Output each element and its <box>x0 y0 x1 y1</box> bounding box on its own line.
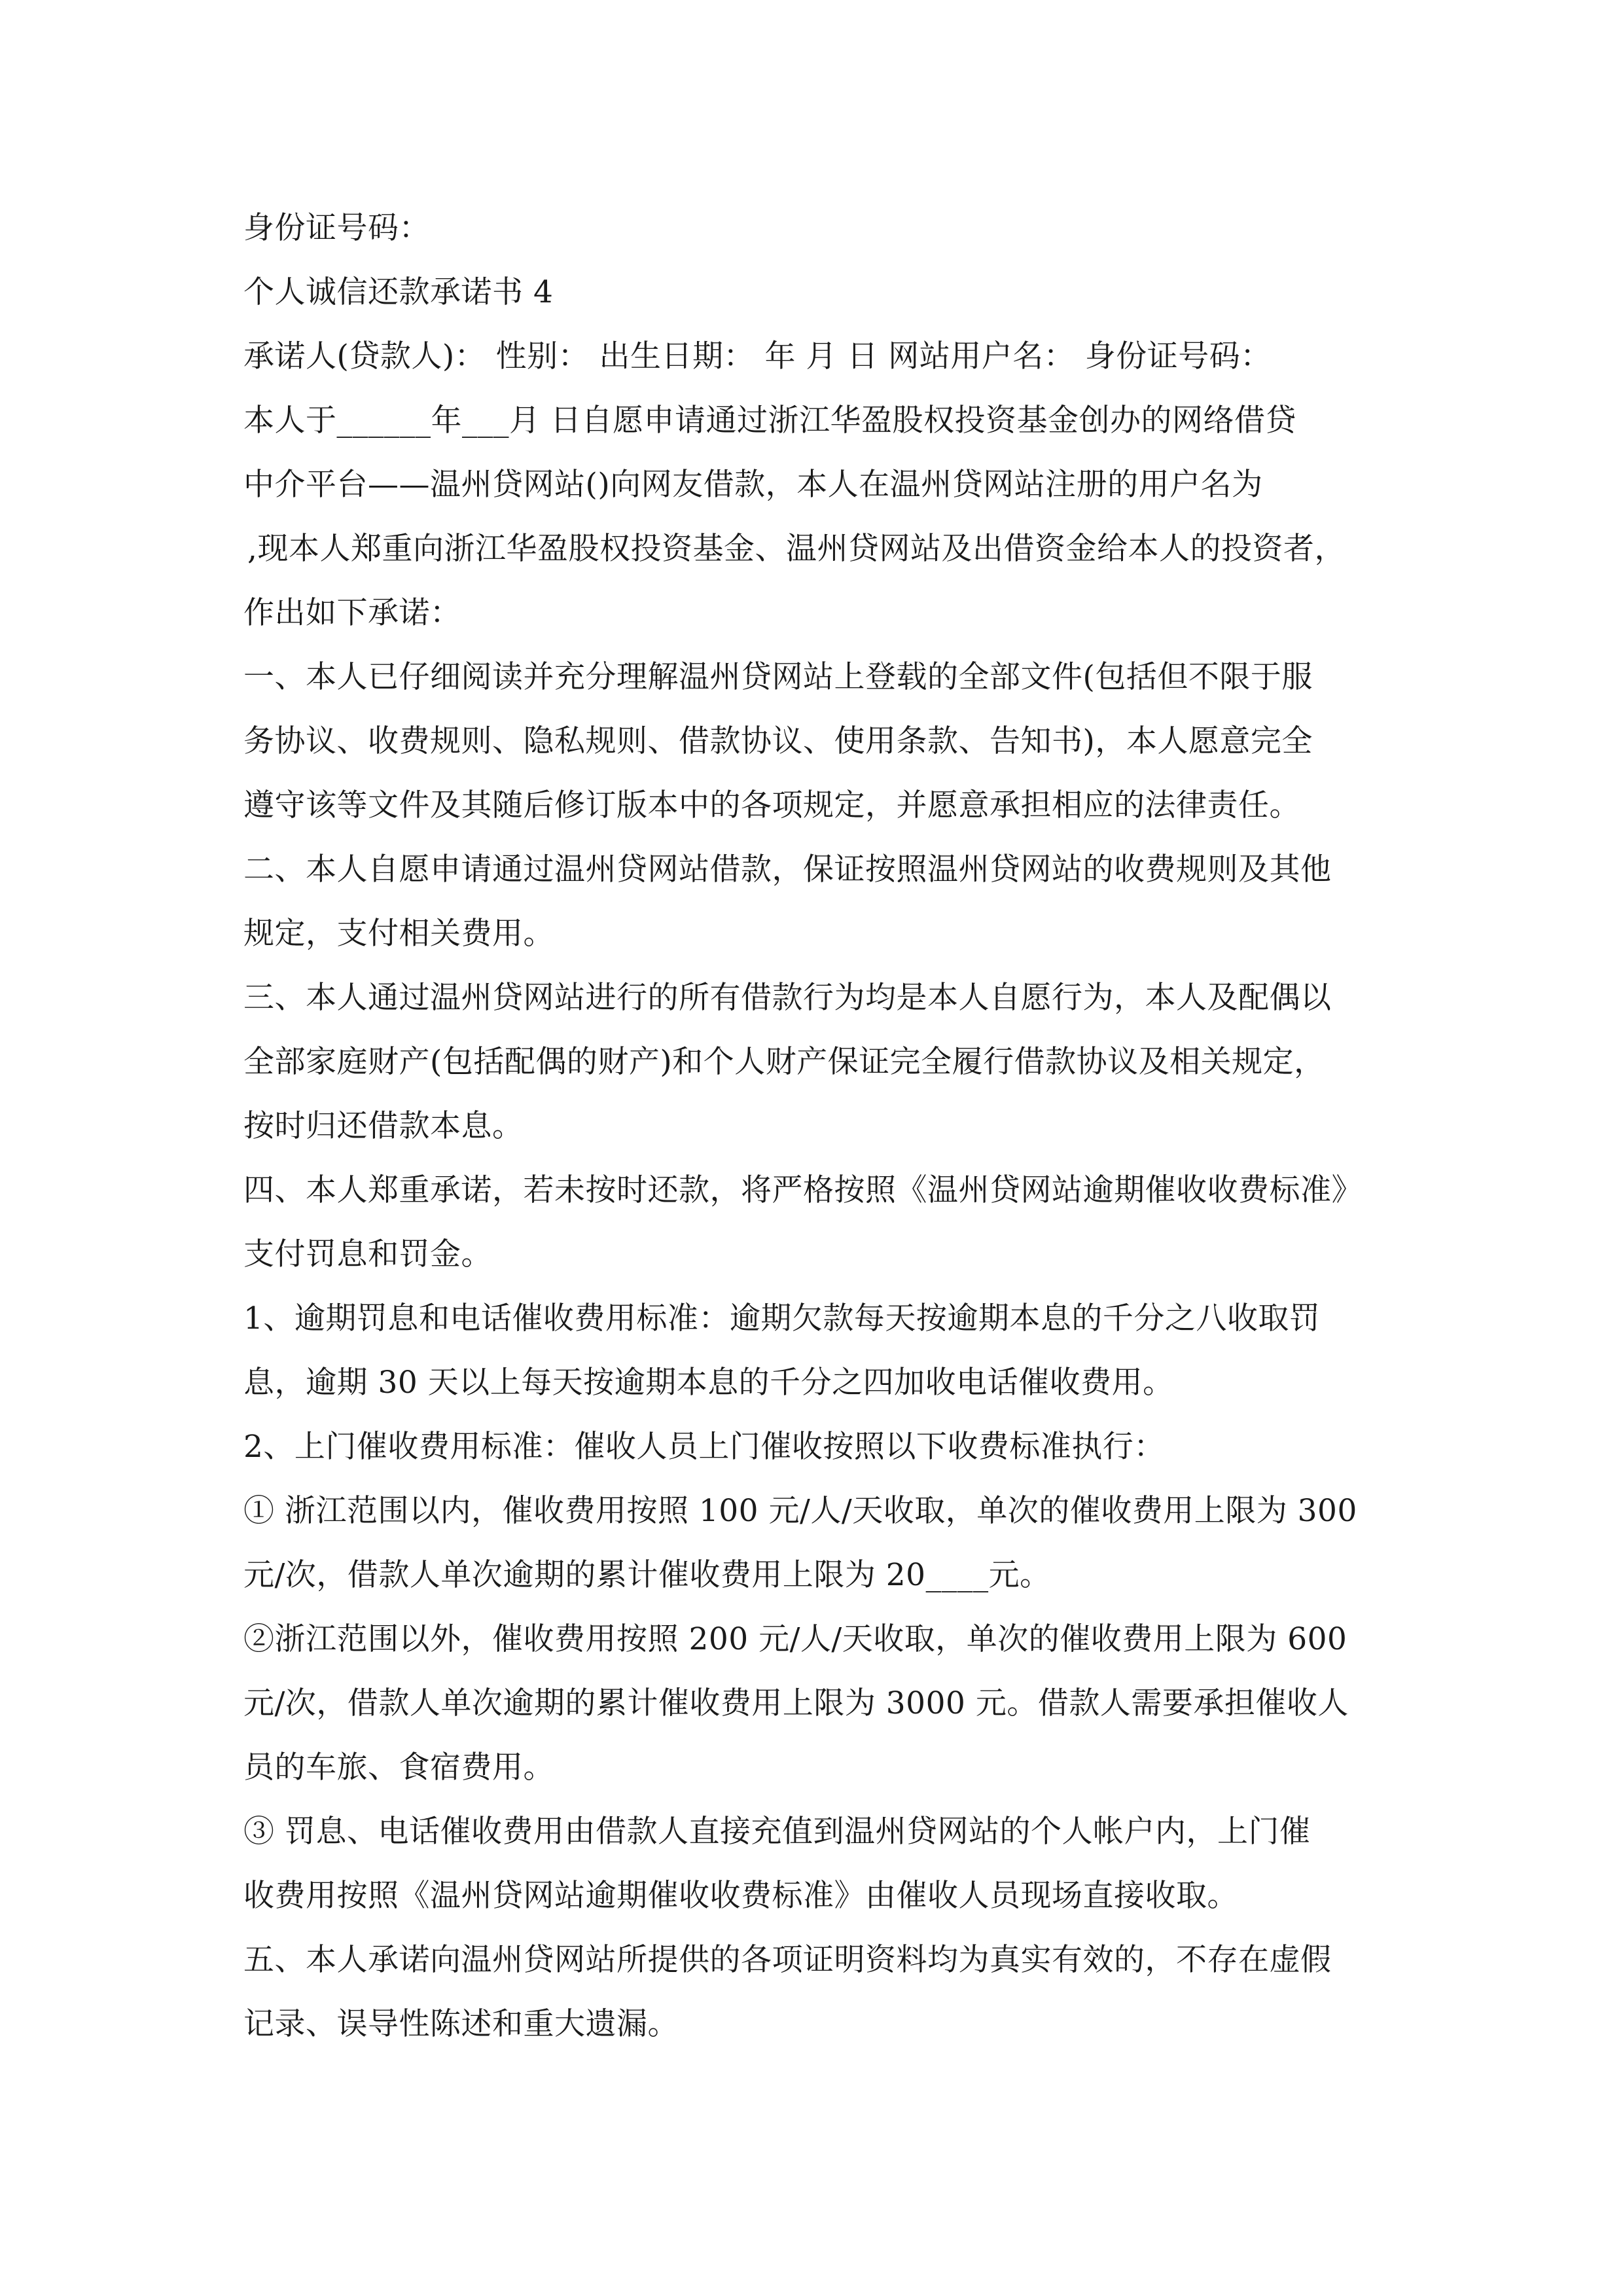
text-line: 三、本人通过温州贷网站进行的所有借款行为均是本人自愿行为，本人及配偶以 <box>243 980 1332 1016</box>
text-line: 务协议、收费规则、隐私规则、借款协议、使用条款、告知书)，本人愿意完全 <box>243 723 1313 759</box>
text-line: 记录、误导性陈述和重大遗漏。 <box>243 2006 679 2042</box>
text-line: 五、本人承诺向温州贷网站所提供的各项证明资料均为真实有效的，不存在虚假 <box>243 1942 1332 1978</box>
text-line: 元/次，借款人单次逾期的累计催收费用上限为 20____元。 <box>243 1557 1051 1593</box>
text-line: 作出如下承诺： <box>243 595 461 631</box>
text-line: 中介平台——温州贷网站()向网友借款，本人在温州贷网站注册的用户名为 <box>243 467 1263 503</box>
text-line: 支付罚息和罚金。 <box>243 1236 492 1272</box>
text-line: 全部家庭财产(包括配偶的财产)和个人财产保证完全履行借款协议及相关规定， <box>243 1044 1325 1080</box>
text-line: 员的车旅、食宿费用。 <box>243 1749 554 1785</box>
text-line: 一、本人已仔细阅读并充分理解温州贷网站上登载的全部文件(包括但不限于服 <box>243 659 1313 695</box>
text-line: 本人于______年___月 日自愿申请通过浙江华盈股权投资基金创办的网络借贷 <box>243 403 1296 439</box>
text-line: 元/次，借款人单次逾期的累计催收费用上限为 3000 元。借款人需要承担催收人 <box>243 1685 1349 1721</box>
text-line: 1、逾期罚息和电话催收费用标准：逾期欠款每天按逾期本息的千分之八收取罚 <box>243 1300 1321 1336</box>
text-line: 息，逾期 30 天以上每天按逾期本息的千分之四加收电话催收费用。 <box>243 1365 1174 1401</box>
text-line: ① 浙江范围以内，催收费用按照 100 元/人/天收取，单次的催收费用上限为 300 <box>243 1493 1357 1529</box>
text-line: 2、上门催收费用标准：催收人员上门催收按照以下收费标准执行： <box>243 1429 1165 1465</box>
text-line: ,现本人郑重向浙江华盈股权投资基金、温州贷网站及出借资金给本人的投资者， <box>247 531 1346 567</box>
text-line: 四、本人郑重承诺，若未按时还款，将严格按照《温州贷网站逾期催收收费标准》 <box>243 1172 1363 1208</box>
text-line: 按时归还借款本息。 <box>243 1108 524 1144</box>
text-line: 承诺人(贷款人)： 性别： 出生日期： 年 月 日 网站用户名： 身份证号码： <box>243 338 1272 374</box>
text-line: 遵守该等文件及其随后修订版本中的各项规定，并愿意承担相应的法律责任。 <box>243 787 1300 823</box>
document-body <box>243 196 1389 2056</box>
text-line: ②浙江范围以外，催收费用按照 200 元/人/天收取，单次的催收费用上限为 600 <box>243 1621 1347 1657</box>
text-line: ③ 罚息、电话催收费用由借款人直接充值到温州贷网站的个人帐户内，上门催 <box>243 1814 1311 1850</box>
text-line: 收费用按照《温州贷网站逾期催收收费标准》由催收人员现场直接收取。 <box>243 1878 1238 1914</box>
text-line: 二、本人自愿申请通过温州贷网站借款，保证按照温州贷网站的收费规则及其他 <box>243 852 1332 888</box>
text-line: 规定，支付相关费用。 <box>243 916 554 952</box>
section-heading: 个人诚信还款承诺书 4 <box>243 274 554 310</box>
text-line: 身份证号码： <box>243 210 430 246</box>
